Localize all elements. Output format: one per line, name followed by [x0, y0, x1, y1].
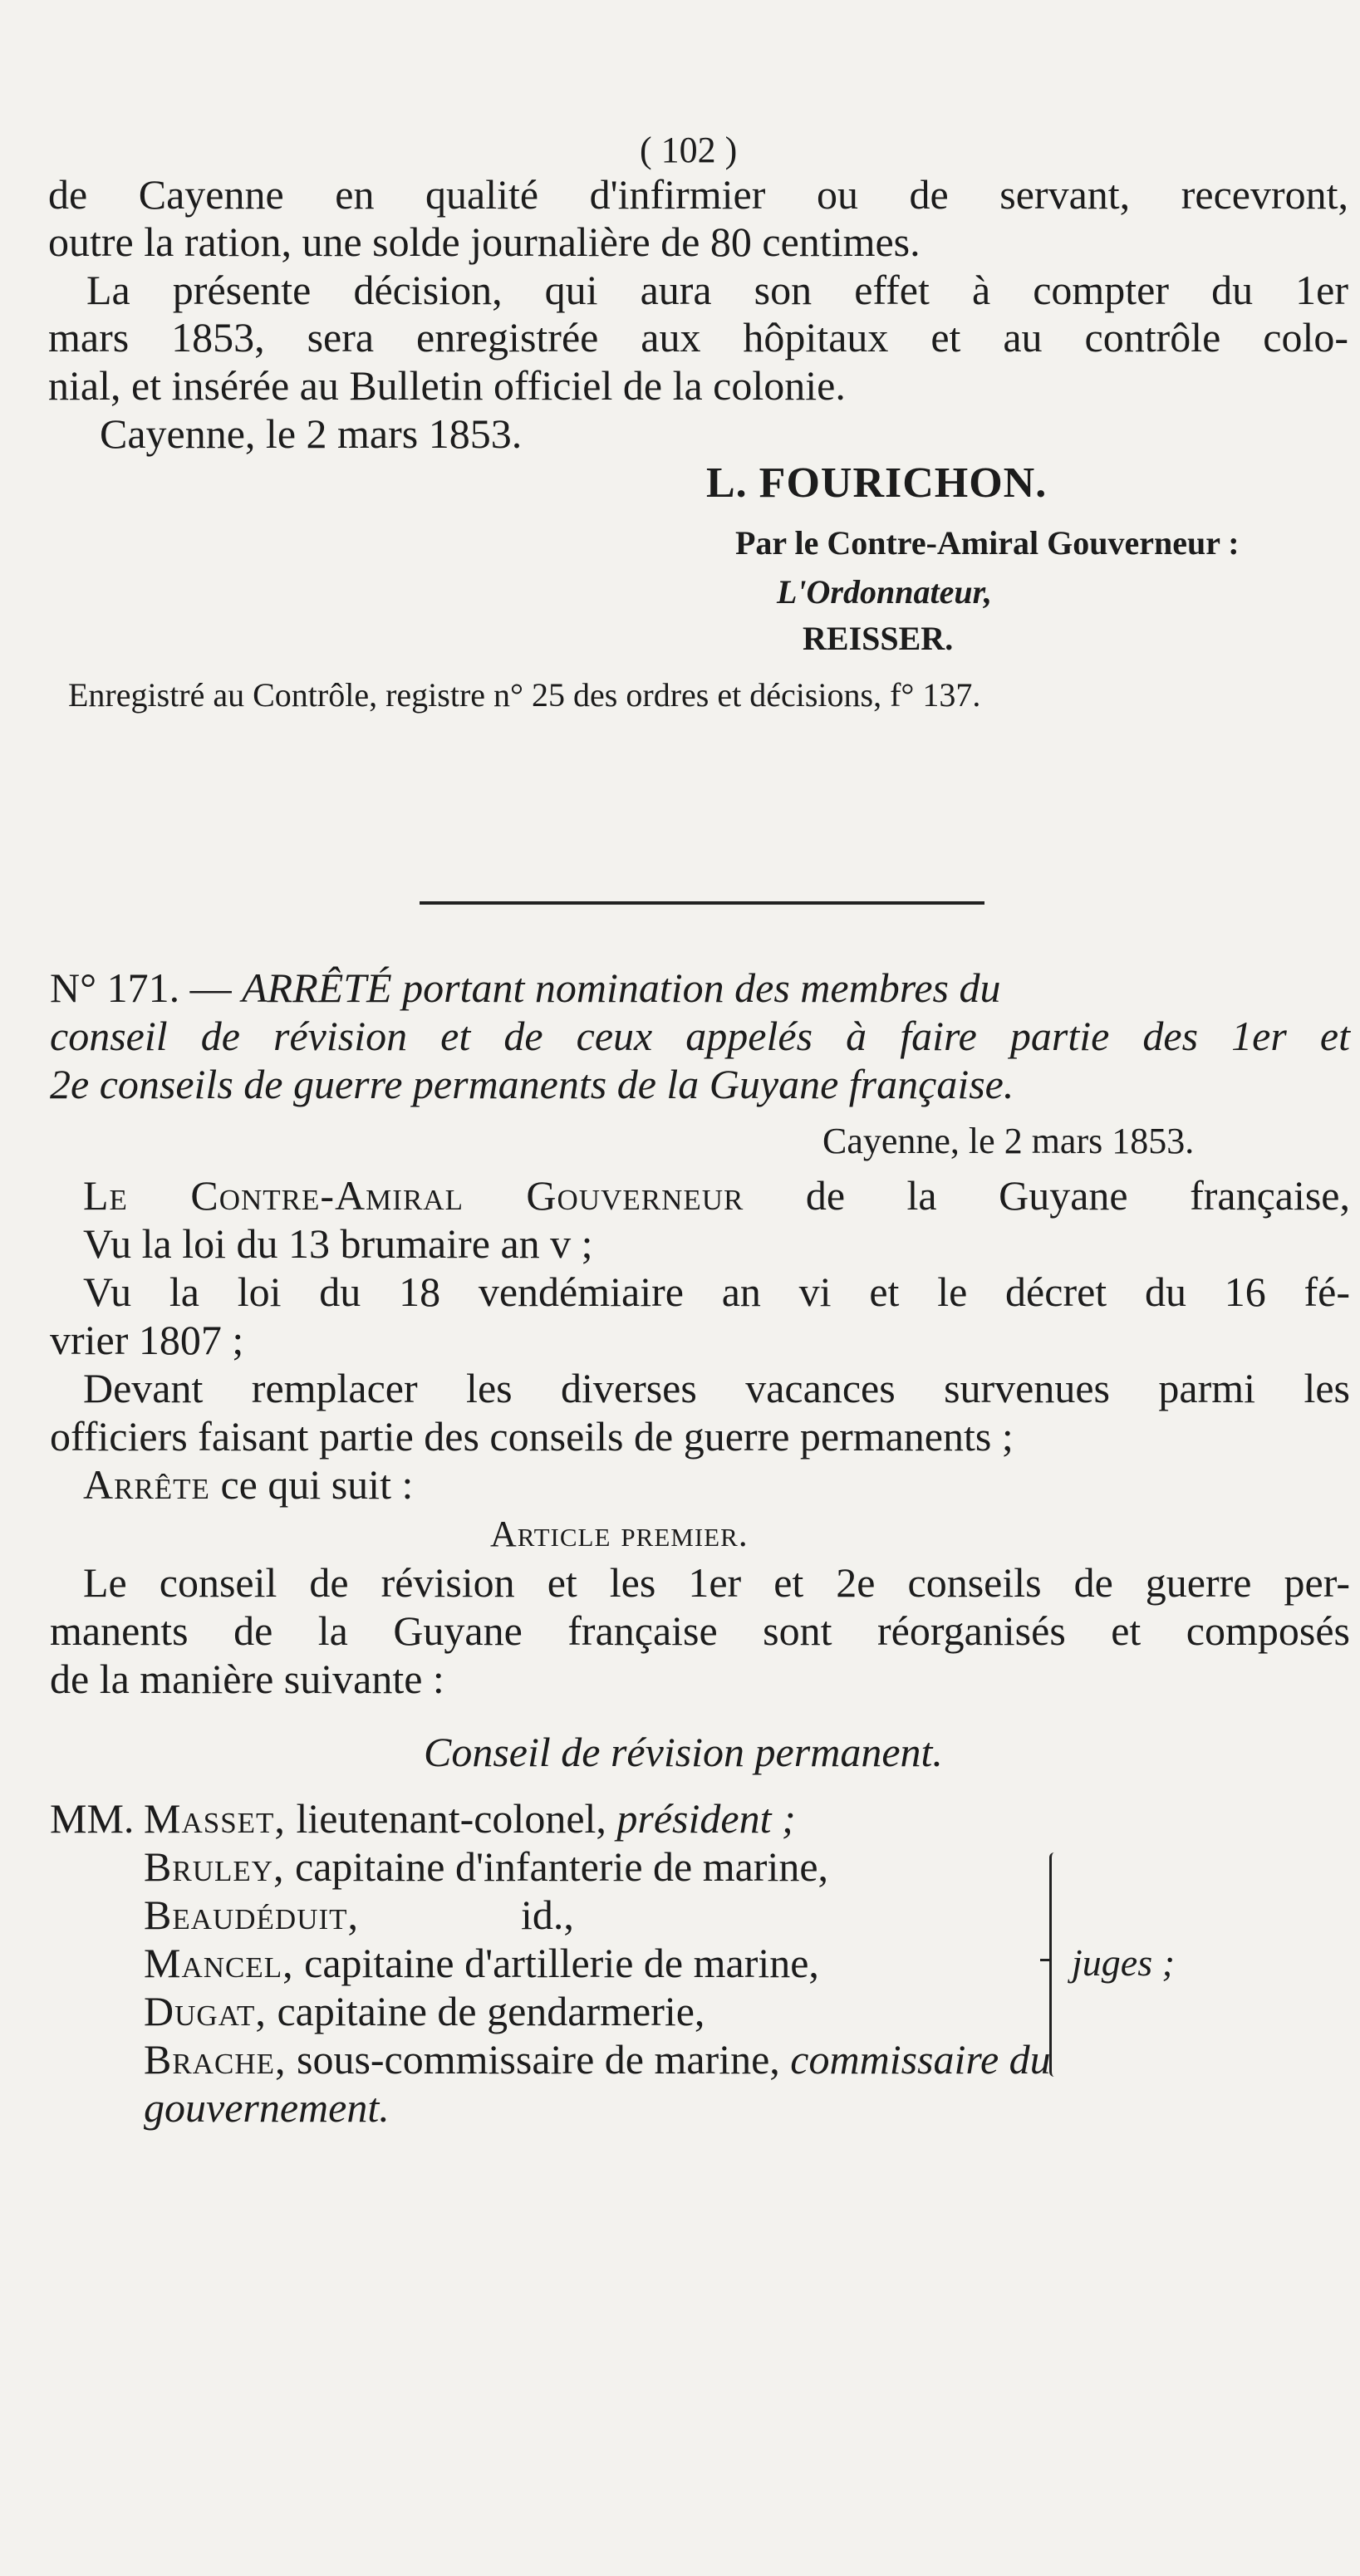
member-row: [144, 2035, 1051, 2083]
signatory-name: L. FOURICHON.: [706, 459, 1048, 507]
vu-line-1: Vu la loi du 13 brumaire an v ;: [83, 1220, 593, 1267]
issuer-line: [83, 1171, 1350, 1219]
arrete-word: Arrête: [83, 1461, 210, 1508]
decision-line-3: La présente décision, qui aura son effet à compter du 1er: [86, 267, 1348, 313]
article-heading: Article premier.: [490, 1514, 749, 1554]
decision-line-4: mars 1853, sera enregistrée aux hôpitaux et au contrôle colo-: [48, 314, 1348, 361]
juges-brace: [1049, 1852, 1063, 2077]
vu-line-2b: vrier 1807 ;: [50, 1317, 244, 1363]
member-row: [144, 1891, 574, 1939]
devant-line-2: officiers faisant partie des conseils de guerre permanents ;: [50, 1413, 1014, 1460]
juges-label: juges ;: [1072, 1941, 1175, 1984]
arrete-title-1: ARRÊTÉ portant nomination des membres du: [242, 964, 1001, 1011]
member-role: capitaine d'infanterie de marine,: [295, 1843, 829, 1890]
article-line-2: manents de la Guyane française sont réorganisés et composés: [50, 1607, 1350, 1654]
arrete-place-date: Cayenne, le 2 mars 1853.: [822, 1121, 1195, 1161]
member-role: capitaine de gendarmerie,: [277, 1988, 705, 2034]
article-line-1: Le conseil de révision et les 1er et 2e conseils de guerre per-: [83, 1559, 1350, 1606]
arrete-rest: ce qui suit :: [220, 1461, 414, 1508]
member-name: Brache,: [144, 2036, 287, 2083]
issuer-rest: de la Guyane française,: [805, 1172, 1350, 1219]
section-heading: Conseil de révision permanent.: [424, 1729, 943, 1775]
member-row: [144, 1842, 828, 1891]
arrete-line: [83, 1460, 413, 1509]
ordonnateur-title: L'Ordonnateur,: [777, 573, 992, 611]
registration-note: Enregistré au Contrôle, registre n° 25 des ordres et décisions, f° 137.: [68, 676, 981, 714]
decision-line-5: nial, et insérée au Bulletin officiel de la colonie.: [48, 362, 846, 409]
member-name: Beaudéduit,: [144, 1892, 360, 1938]
member-role: sous-commissaire de marine,: [296, 2036, 780, 2083]
article-line-3: de la manière suivante :: [50, 1656, 444, 1702]
ordonnateur-name: REISSER.: [803, 620, 954, 657]
arrete-title-line-1: [50, 964, 1350, 1012]
arrete-title-line-3: 2e conseils de guerre permanents de la Guyane française.: [50, 1061, 1014, 1107]
decision-place-date: Cayenne, le 2 mars 1853.: [100, 410, 523, 457]
member-role: lieutenant-colonel,: [296, 1795, 606, 1842]
arrete-number: N° 171. —: [50, 964, 232, 1011]
member-note: président ;: [616, 1795, 796, 1842]
member-role: capitaine d'artillerie de marine,: [304, 1940, 819, 1986]
member-row: [144, 1987, 705, 2035]
vu-line-2a: Vu la loi du 18 vendémiaire an vi et le décret du 16 fé-: [83, 1268, 1350, 1315]
member-row: [144, 1939, 819, 1987]
arrete-title-line-2: conseil de révision et de ceux appelés à faire partie des 1er et: [50, 1013, 1350, 1059]
member-role: id.,: [521, 1892, 574, 1938]
last-line: gouvernement.: [144, 2084, 390, 2131]
issuer-small-caps: Le Contre-Amiral Gouverneur: [83, 1172, 744, 1219]
devant-line-1: Devant remplacer les diverses vacances survenues parmi les: [83, 1365, 1350, 1411]
by-line: Par le Contre-Amiral Gouverneur :: [735, 524, 1240, 562]
member-name: Dugat,: [144, 1988, 267, 2034]
member-name: Bruley,: [144, 1843, 285, 1890]
mm-label: MM.: [50, 1795, 135, 1842]
member-row: [144, 1794, 796, 1842]
member-name: Masset,: [144, 1795, 286, 1842]
member-name: Mancel,: [144, 1940, 294, 1986]
decision-line-1: de Cayenne en qualité d'infirmier ou de servant, recevront,: [48, 171, 1348, 218]
decision-line-2: outre la ration, une solde journalière de 80 centimes.: [48, 218, 921, 265]
member-note: commissaire du: [790, 2036, 1051, 2083]
page-number: ( 102 ): [640, 130, 738, 170]
section-divider: [420, 901, 984, 905]
